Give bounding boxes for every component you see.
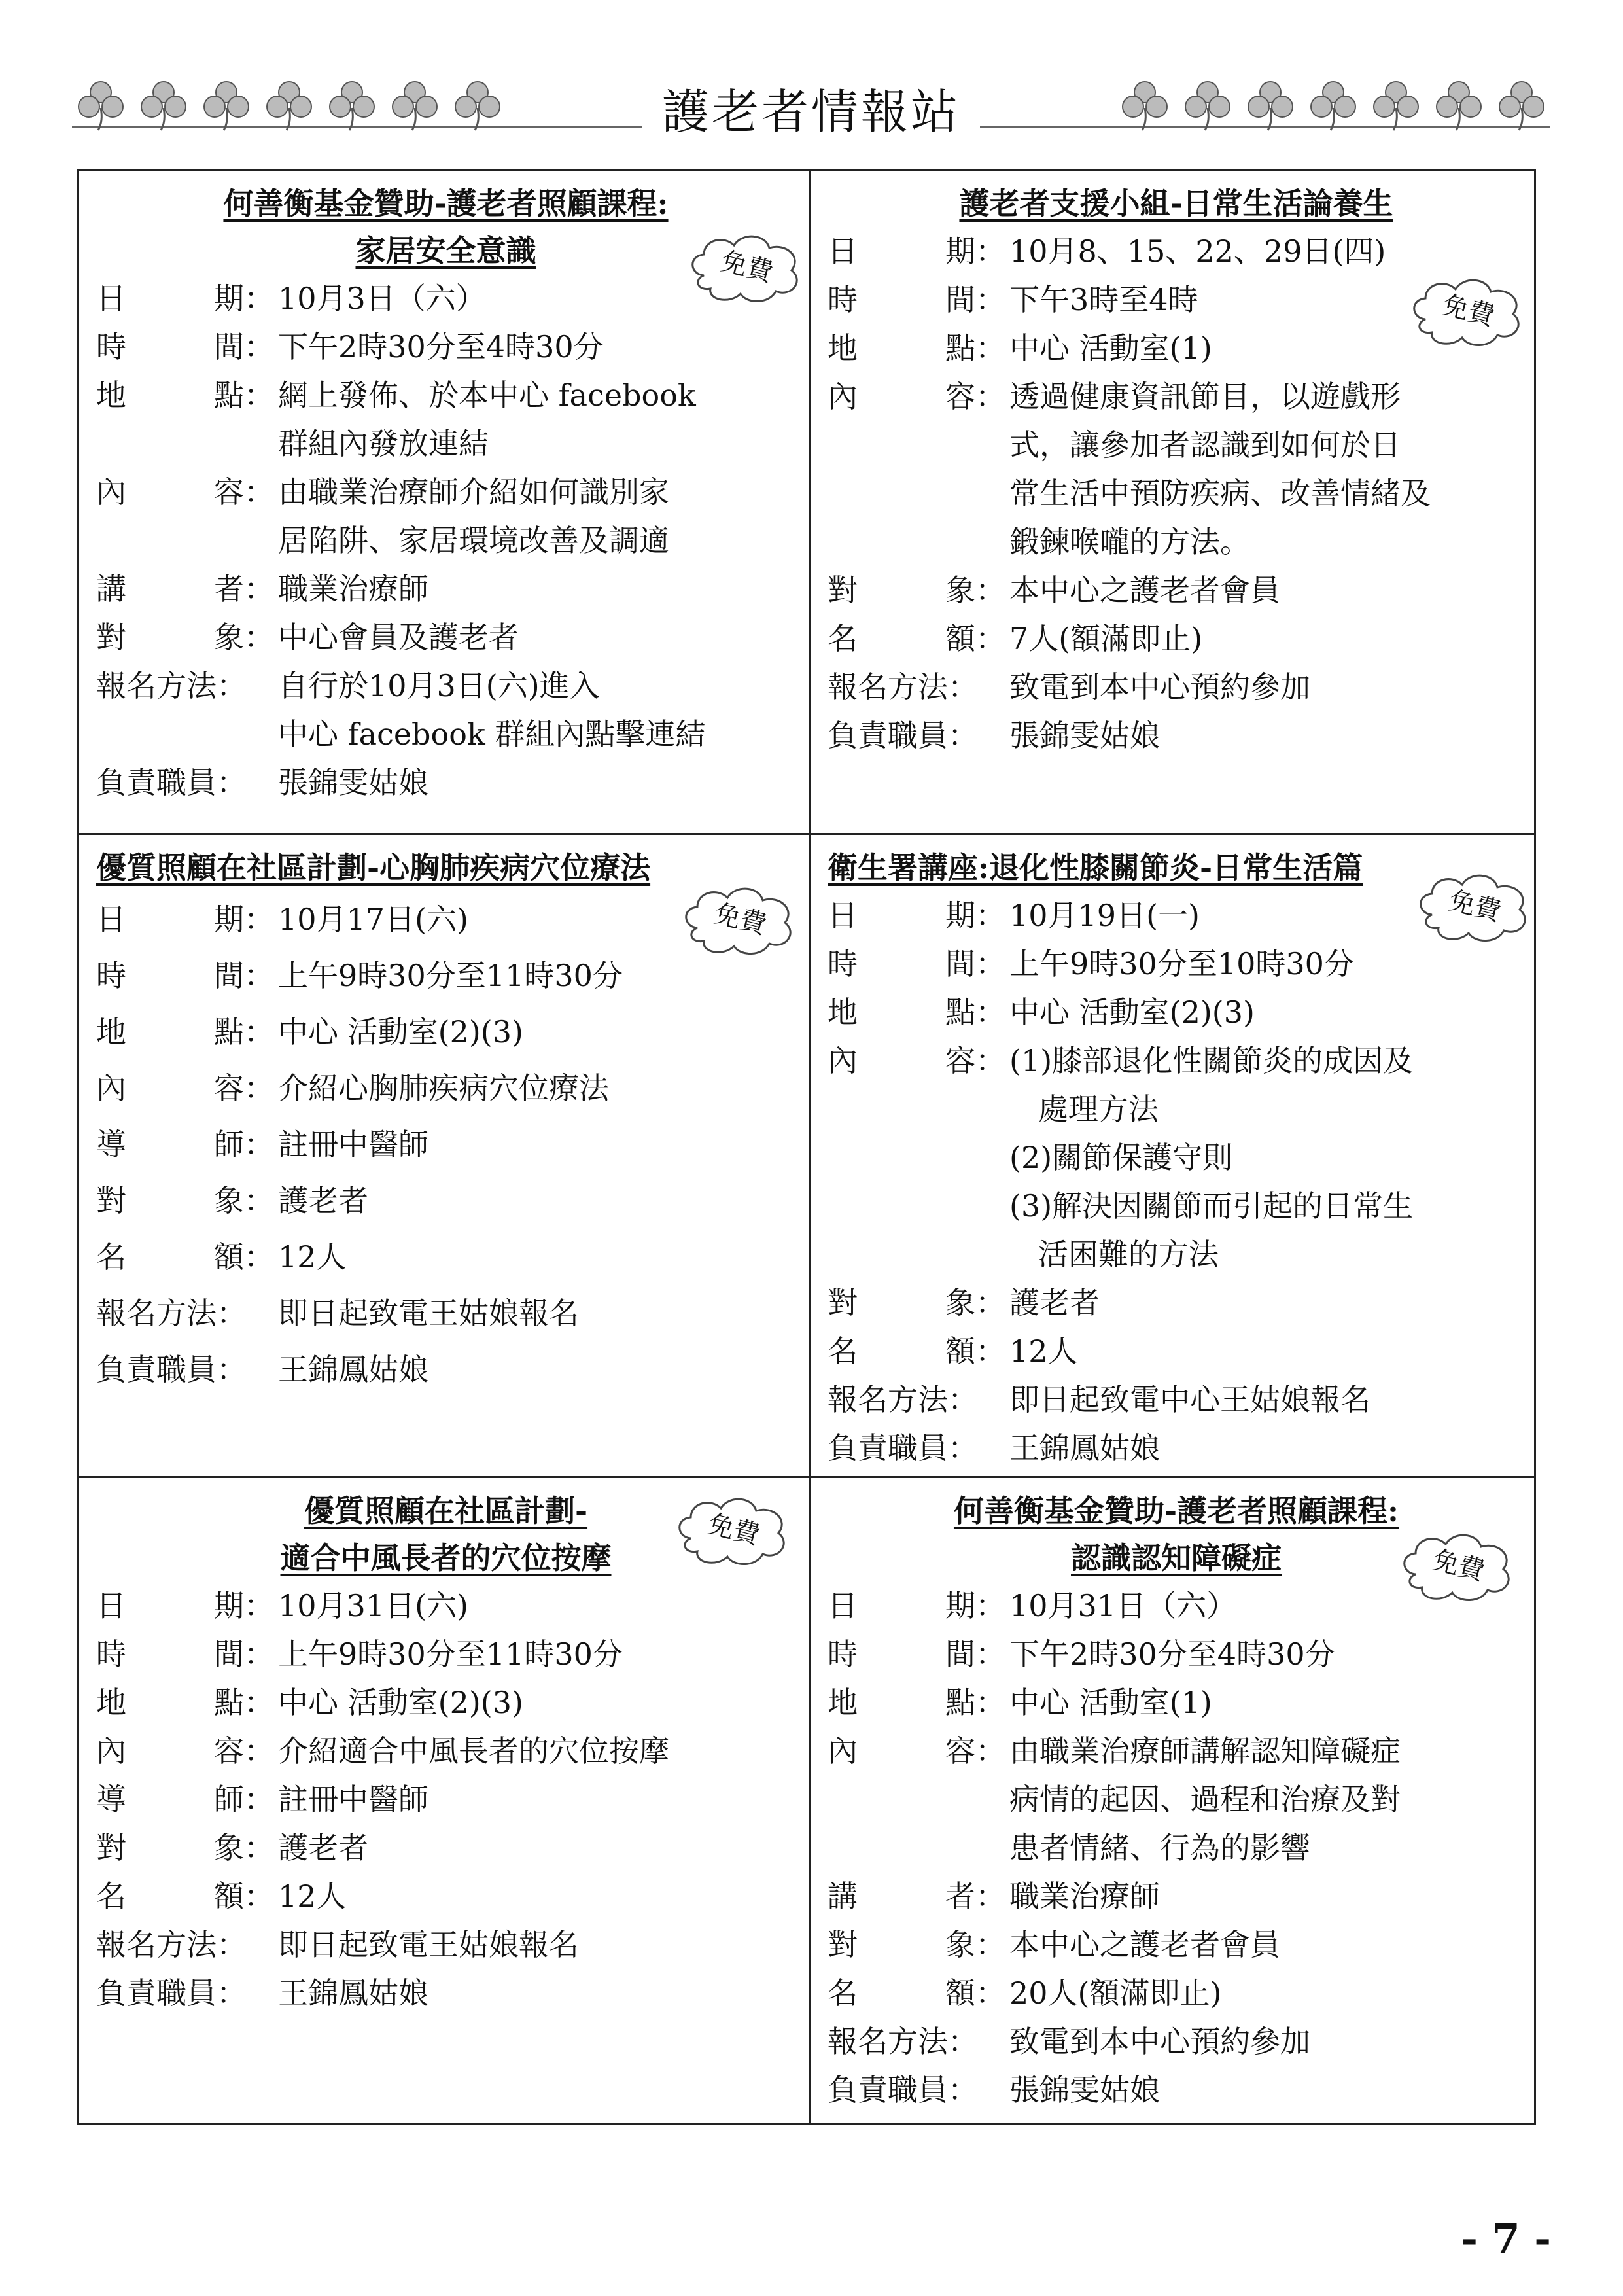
free-badge xyxy=(1412,868,1537,946)
event-title: 護老者支援小組-日常生活論養生 xyxy=(959,186,1393,221)
content-continued: 活困難的方法 xyxy=(1009,1237,1219,1272)
event-card-daily-wellness xyxy=(811,171,1538,833)
content-row: 內 容： 透過健康資訊節目，以遊戲形 xyxy=(828,379,1401,414)
event-title: 衛生署講座:退化性膝關節炎-日常生活篇 xyxy=(828,850,1363,885)
event-card-knee-arthritis xyxy=(811,835,1538,1476)
free-badge xyxy=(671,1491,795,1570)
staff-row: 負責職員： 張錦雯姑娘 xyxy=(828,718,1160,753)
content-row: 內 容： 介紹心胸肺疾病穴位療法 xyxy=(96,1070,609,1106)
quota-row: 名 額： 20人(額滿即止) xyxy=(828,1975,1222,2011)
signup-continued: 中心 facebook 群組內點擊連結 xyxy=(278,716,706,752)
date-row: 日 期： 10月31日(六) xyxy=(96,1588,468,1623)
free-badge-label: 免費 xyxy=(718,246,777,289)
content-continued: (3)解決因關節而引起的日常生 xyxy=(1009,1188,1414,1224)
date-row: 日 期： 10月31日（六） xyxy=(828,1588,1237,1623)
time-row: 時 間： 上午9時30分至11時30分 xyxy=(96,1636,623,1672)
free-badge xyxy=(678,881,802,959)
date-row: 日 期： 10月19日(一) xyxy=(828,898,1200,933)
date-row: 日 期： 10月3日（六） xyxy=(96,281,486,316)
event-subtitle: 家居安全意識 xyxy=(355,233,536,268)
staff-row: 負責職員： 王錦鳳姑娘 xyxy=(96,1352,428,1387)
quota-row: 名 額： 12人 xyxy=(828,1333,1078,1369)
event-title: 優質照顧在社區計劃-心胸肺疾病穴位療法 xyxy=(96,850,651,885)
content-row: 內 容： 由職業治療師講解認知障礙症 xyxy=(828,1733,1401,1769)
target-row: 對 象： 本中心之護老者會員 xyxy=(828,573,1280,608)
events-grid xyxy=(77,169,1536,2125)
free-badge xyxy=(684,228,809,307)
date-row: 日 期： 10月17日(六) xyxy=(96,902,468,937)
tutor-row: 導 師： 註冊中醫師 xyxy=(96,1782,428,1817)
staff-row: 負責職員： 王錦鳳姑娘 xyxy=(828,1430,1160,1466)
free-badge xyxy=(1406,272,1530,351)
event-subtitle: 認識認知障礙症 xyxy=(1071,1540,1282,1576)
event-card-cardiopulmonary xyxy=(79,835,809,1476)
content-continued: 常生活中預防疾病、改善情緒及 xyxy=(1009,476,1431,511)
place-row: 地 點： 中心 活動室(2)(3) xyxy=(96,1014,523,1050)
page-header xyxy=(72,62,1550,154)
target-row: 對 象： 護老者 xyxy=(96,1183,368,1218)
staff-row: 負責職員： 王錦鳳姑娘 xyxy=(96,1975,428,2011)
date-row: 日 期： 10月8、15、22、29日(四) xyxy=(828,234,1386,269)
time-row: 時 間： 上午9時30分至10時30分 xyxy=(828,946,1354,981)
time-row: 時 間： 下午2時30分至4時30分 xyxy=(828,1636,1335,1672)
signup-row: 報名方法： 自行於10月3日(六)進入 xyxy=(96,668,600,703)
event-card-home-safety xyxy=(79,171,809,833)
free-badge-label: 免費 xyxy=(1439,290,1498,332)
place-row: 地 點： 中心 活動室(1) xyxy=(828,1685,1212,1720)
content-continued: 處理方法 xyxy=(1009,1091,1159,1127)
event-card-dementia xyxy=(811,1478,1538,2127)
page-title: 護老者情報站 xyxy=(72,74,1550,142)
signup-row: 報名方法： 即日起致電王姑娘報名 xyxy=(96,1296,579,1331)
time-row: 時 間： 下午3時至4時 xyxy=(828,282,1198,317)
quota-row: 名 額： 7人(額滿即止) xyxy=(828,621,1203,656)
free-badge-label: 免費 xyxy=(1429,1545,1488,1587)
target-row: 對 象： 護老者 xyxy=(828,1285,1100,1320)
target-row: 對 象： 護老者 xyxy=(96,1830,368,1865)
speaker-row: 講 者： 職業治療師 xyxy=(828,1879,1160,1914)
content-row: 內 容： (1)膝部退化性關節炎的成因及 xyxy=(828,1043,1414,1078)
place-row: 地 點： 中心 活動室(2)(3) xyxy=(828,995,1255,1030)
free-badge-label: 免費 xyxy=(711,898,770,941)
place-row: 地 點： 網上發佈、於本中心 facebook xyxy=(96,378,696,413)
place-row: 地 點： 中心 活動室(2)(3) xyxy=(96,1685,523,1720)
signup-row: 報名方法： 致電到本中心預約參加 xyxy=(828,669,1310,705)
quota-row: 名 額： 12人 xyxy=(96,1879,347,1914)
page-number: - 7 - xyxy=(1461,2215,1551,2263)
staff-row: 負責職員： 張錦雯姑娘 xyxy=(96,765,428,800)
content-continued: 鍛鍊喉嚨的方法。 xyxy=(1009,524,1250,559)
speaker-row: 講 者： 職業治療師 xyxy=(96,571,428,607)
staff-row: 負責職員： 張錦雯姑娘 xyxy=(828,2072,1160,2108)
event-title: 何善衡基金贊助-護老者照顧課程: xyxy=(223,186,669,221)
content-continued: 病情的起因、過程和治療及對 xyxy=(1009,1782,1401,1817)
event-title: 優質照顧在社區計劃- xyxy=(304,1493,588,1528)
time-row: 時 間： 下午2時30分至4時30分 xyxy=(96,329,604,364)
place-row: 地 點： 中心 活動室(1) xyxy=(828,330,1212,366)
target-row: 對 象： 中心會員及護老者 xyxy=(96,620,519,655)
free-badge xyxy=(1396,1527,1520,1606)
target-row: 對 象： 本中心之護老者會員 xyxy=(828,1927,1280,1962)
content-row: 內 容： 介紹適合中風長者的穴位按摩 xyxy=(96,1733,669,1769)
content-continued: 式，讓參加者認識到如何於日 xyxy=(1009,427,1401,463)
free-badge-label: 免費 xyxy=(1446,885,1505,928)
signup-row: 報名方法： 即日起致電王姑娘報名 xyxy=(96,1927,579,1962)
event-title: 何善衡基金贊助-護老者照顧課程: xyxy=(953,1493,1399,1528)
place-continued: 群組內發放連結 xyxy=(278,426,489,461)
content-continued: 居陷阱、家居環境改善及調適 xyxy=(278,523,669,558)
free-badge-label: 免費 xyxy=(705,1509,763,1551)
signup-row: 報名方法： 致電到本中心預約參加 xyxy=(828,2024,1310,2059)
time-row: 時 間： 上午9時30分至11時30分 xyxy=(96,958,623,993)
signup-row: 報名方法： 即日起致電中心王姑娘報名 xyxy=(828,1382,1370,1417)
tutor-row: 導 師： 註冊中醫師 xyxy=(96,1127,428,1162)
quota-row: 名 額： 12人 xyxy=(96,1239,347,1275)
content-continued: 患者情緒、行為的影響 xyxy=(1009,1830,1310,1865)
event-subtitle: 適合中風長者的穴位按摩 xyxy=(280,1540,612,1576)
content-row: 內 容： 由職業治療師介紹如何識別家 xyxy=(96,474,669,510)
content-continued: (2)關節保護守則 xyxy=(1009,1140,1233,1175)
event-card-stroke-acupressure xyxy=(79,1478,809,2127)
